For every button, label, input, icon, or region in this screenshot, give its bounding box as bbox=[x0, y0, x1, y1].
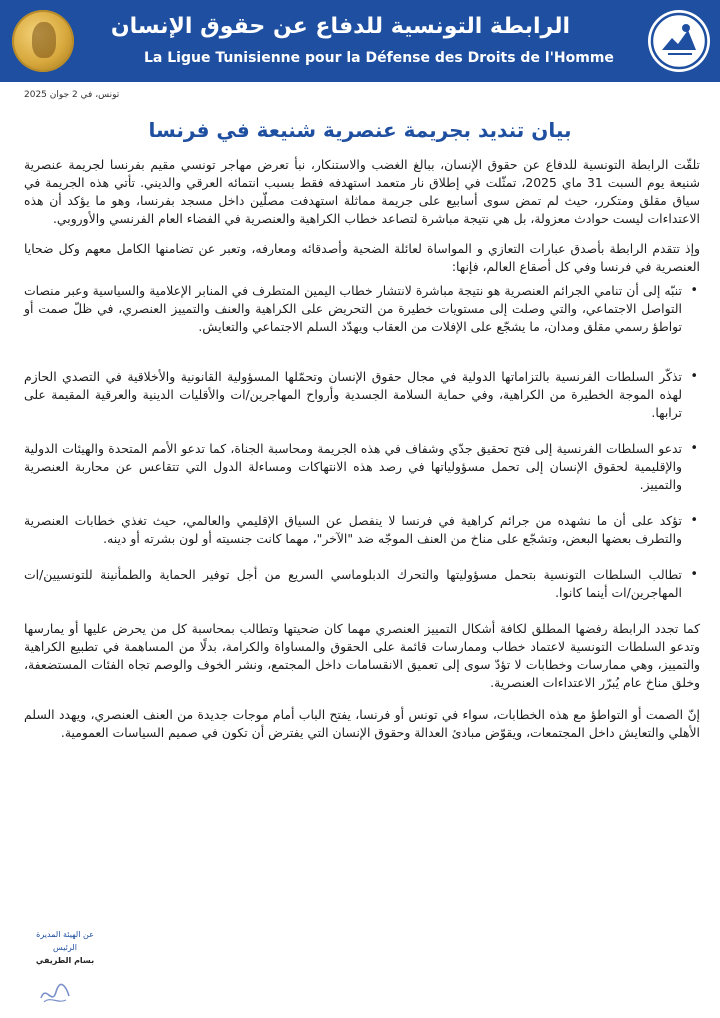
paragraph-closing: إنّ الصمت أو التواطؤ مع هذه الخطابات، سواء في تونس أو فرنسا، يفتح الباب أمام موجات جديدة من العنف العنصري، ويهدد السلم الأهلي والتعايش داخل المجتمعات، ويقوّض مبادئ العدالة وحقوق الإنسان التي يفترض أن تكون في صميم السياسات العمومية. bbox=[24, 707, 700, 740]
list-item: • تذكّر السلطات الفرنسية بالتزاماتها الدولية في مجال حقوق الإنسان وتحمّلها المسؤولية القانونية والأخلاقية في التصدي الحازم لهذه الموجة الخطيرة من الكراهية، وفي حماية السلامة الجسدية وأرواح المهاجرين/ات والأقليات الدينية والعرقية المقيمة على ترابها. bbox=[24, 368, 700, 422]
org-name-arabic: الرابطة التونسية للدفاع عن حقوق الإنسان bbox=[110, 14, 570, 39]
paragraph-rejection: كما تجدد الرابطة رفضها المطلق لكافة أشكال التمييز العنصري مهما كان ضحيتها وتطالب بمحاسبة كل من يحرض عليها أو يمارسها وتدعو السلطات التونسية لاعتماد خطاب وممارسات قائمة على الحقوق والمساواة والكرامة، بدلًا من المساهمة في تطبيع الكراهية والتمييز، وهي ممارسات وخطابات لا تؤدّ سوى إلى تعميق الانقسامات داخل المجتمع، ونشر الخوف والوصم تجاه الفئات المستضعفة، وخلق مناخ عام يُبرّر الاعتداءات العنصرية. bbox=[24, 621, 700, 690]
nobel-medal-icon bbox=[12, 10, 74, 72]
signature-org: عن الهيئة المديرة bbox=[36, 930, 94, 939]
demands-list bbox=[24, 282, 700, 602]
league-logo-icon bbox=[648, 10, 710, 72]
statement-body bbox=[24, 156, 700, 742]
signature-name: بسام الطريفي bbox=[35, 956, 95, 965]
signature-role: الرئيس bbox=[53, 943, 77, 952]
signature-block bbox=[20, 928, 110, 967]
paragraph-intro: تلقّت الرابطة التونسية للدفاع عن حقوق الإنسان، ببالغ الغضب والاستنكار، نبأ تعرض مهاجر تونسي مقيم بفرنسا لجريمة عنصرية شنيعة يوم السبت 31 ماي 2025، تمثّلت في إطلاق نار متعمد استهدفه فقط بسبب انتمائه العرقي والديني. تأتي هذه الجريمة في سياق مقلق ومتكرر، حيث لم تمض سوى أسابيع على جريمة مماثلة استهدفت مصلّين داخل مسجد بفرنسا، وهو ما يؤكد أن هذه الاعتداءات ليست حوادث معزولة، بل هي نتيجة مباشرة لتصاعد خطاب الكراهية والعنصرية في الفضاء العام الفرنسي والأوروبي. bbox=[24, 157, 700, 226]
list-item: • تطالب السلطات التونسية بتحمل مسؤوليتها والتحرك الدبلوماسي السريع من أجل توفير الحماية والطمأنينة للتونسيين/ات المهاجرين/ات أينما كانوا. bbox=[24, 566, 700, 602]
list-item: • تنبّه إلى أن تنامي الجرائم العنصرية هو نتيجة مباشرة لانتشار خطاب اليمين المتطرف في المنابر الإعلامية والسياسية وعبر منصات التواصل الاجتماعي، والتي وصلت إلى مستويات خطيرة من التحريض على الكراهية والعنف والتمييز العنصري، في ظلّ صمت أو تواطؤ رسمي مقلق ومدان، ما يشجّع على الإفلات من العقاب ويهدّد السلم الاجتماعي والتعايش. bbox=[24, 282, 700, 336]
org-name-french: La Ligue Tunisienne pour la Défense des Droits de l'Homme bbox=[144, 50, 614, 66]
paragraph-condolences: وإذ تتقدم الرابطة بأصدق عبارات التعازي و المواساة لعائلة الضحية وأصدقائه ومعارفه، وتعبر عن تضامنها الكامل معهم وكل ضحايا العنصرية في فرنسا وفي كل أصقاع العالم، فإنها: bbox=[24, 241, 700, 274]
document-date: تونس، في 2 جوان 2025 bbox=[24, 90, 120, 100]
letterhead bbox=[0, 0, 720, 82]
list-item: • تدعو السلطات الفرنسية إلى فتح تحقيق جدّي وشفاف في هذه الجريمة ومحاسبة الجناة، كما تدعو الأمم المتحدة والهيئات الدولية والإقليمية لحقوق الإنسان إلى تحمل مسؤولياتها في رصد هذه الانتهاكات ومساءلة الدول التي تتقاعس عن محاربة العنصرية والتمييز. bbox=[24, 440, 700, 494]
statement-title: بيان تنديد بجريمة عنصرية شنيعة في فرنسا bbox=[148, 118, 572, 142]
list-item: • تؤكد على أن ما نشهده من جرائم كراهية في فرنسا لا ينفصل عن السياق الإقليمي والعالمي، حيث تغذي خطابات العنصرية والتطرف بعضها البعض، وتشجّع على مناخ من العنف الموجّه ضد "الآخر"، مهما كانت جنسيته أو لون بشرته أو دينه. bbox=[24, 512, 700, 548]
handwritten-signature-icon bbox=[38, 980, 72, 1008]
